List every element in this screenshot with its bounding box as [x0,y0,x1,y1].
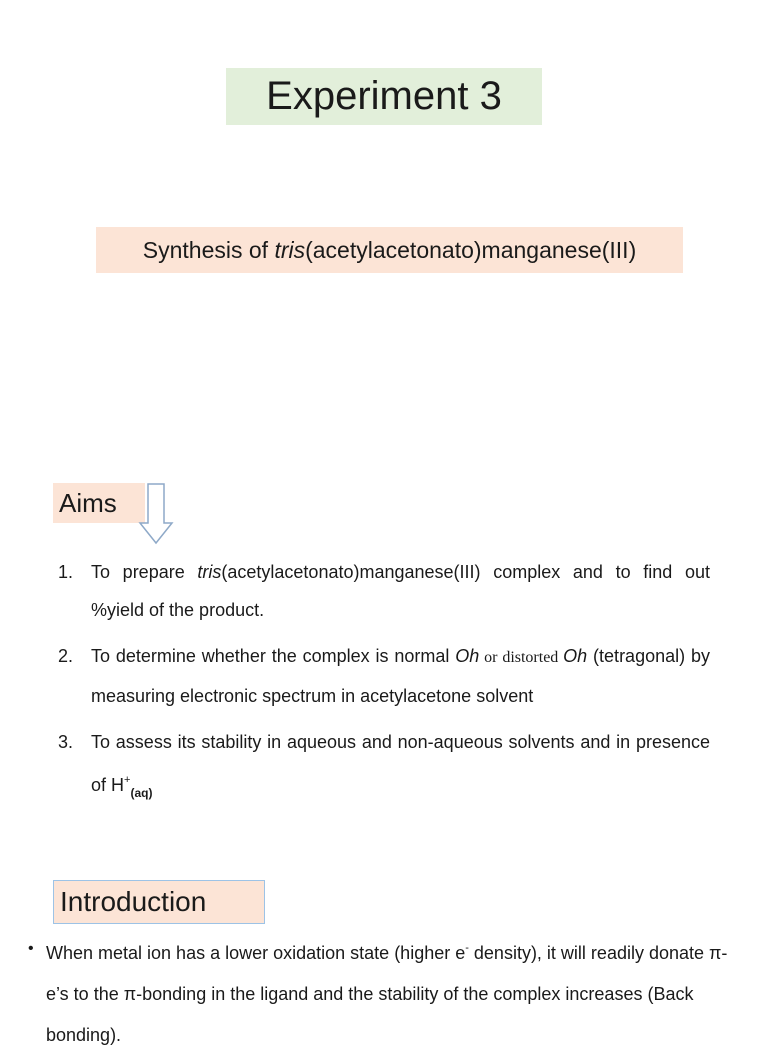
introduction-item [28,928,728,1056]
down-arrow-icon [138,483,174,545]
aims-item-3 [58,723,710,812]
aims-heading [53,483,145,523]
experiment-title [226,68,542,125]
introduction-heading-text: Introduction [60,886,207,917]
aims-item-number: 2. [58,646,74,666]
aims-item-2-mid: or distorted [479,649,564,666]
aims-item-1-italic: tris [197,562,222,582]
aims-item-2-part-b: (tetragonal) by measuring electronic spectrum in acetylacetone solvent [91,646,710,706]
aims-item-3-superscript: + [124,774,131,786]
introduction-superscript: - [465,942,469,954]
aims-item-2 [58,637,710,715]
experiment-title-text: Experiment 3 [266,74,502,118]
aims-item-2-part-a: To determine whether the complex is normal [91,646,456,666]
aims-item-text [91,637,710,715]
aims-heading-text: Aims [59,487,117,518]
aims-item-text [91,723,710,812]
introduction-text [46,928,728,1056]
aims-item-text [91,553,710,629]
aims-item-number: 3. [58,732,74,752]
aims-item-1 [58,553,710,629]
aims-item-3-part-a: To assess its stability in aqueous and non-aqueous solvents and in presence of H [91,732,710,795]
bullet-icon: • [28,940,34,957]
aims-item-1-part-b: (acetylacetonato)manganese(III) complex and to find out %yield of the product. [91,562,710,620]
aims-list [58,553,710,820]
oh-symbol: Oh [455,646,480,666]
subtitle-prefix: Synthesis of [142,236,275,263]
aims-item-number: 1. [58,562,74,582]
introduction-heading [53,880,265,924]
introduction-text-part-2: density), it will readily donate π-e’s to the π-bonding in the ligand and the stability of the complex increases (Back bonding). [46,943,728,1045]
oh-symbol: Oh [563,646,588,666]
introduction-text-part-1: When metal ion has a lower oxidation state (higher e [46,943,466,963]
aims-item-1-part-a: To prepare [91,562,198,582]
subtitle-suffix: (acetylacetonato)manganese(III) [305,236,637,263]
subtitle-italic: tris [274,236,306,263]
aims-item-3-subscript: (aq) [130,786,153,800]
experiment-subtitle [96,227,683,273]
introduction-list [28,928,728,1056]
